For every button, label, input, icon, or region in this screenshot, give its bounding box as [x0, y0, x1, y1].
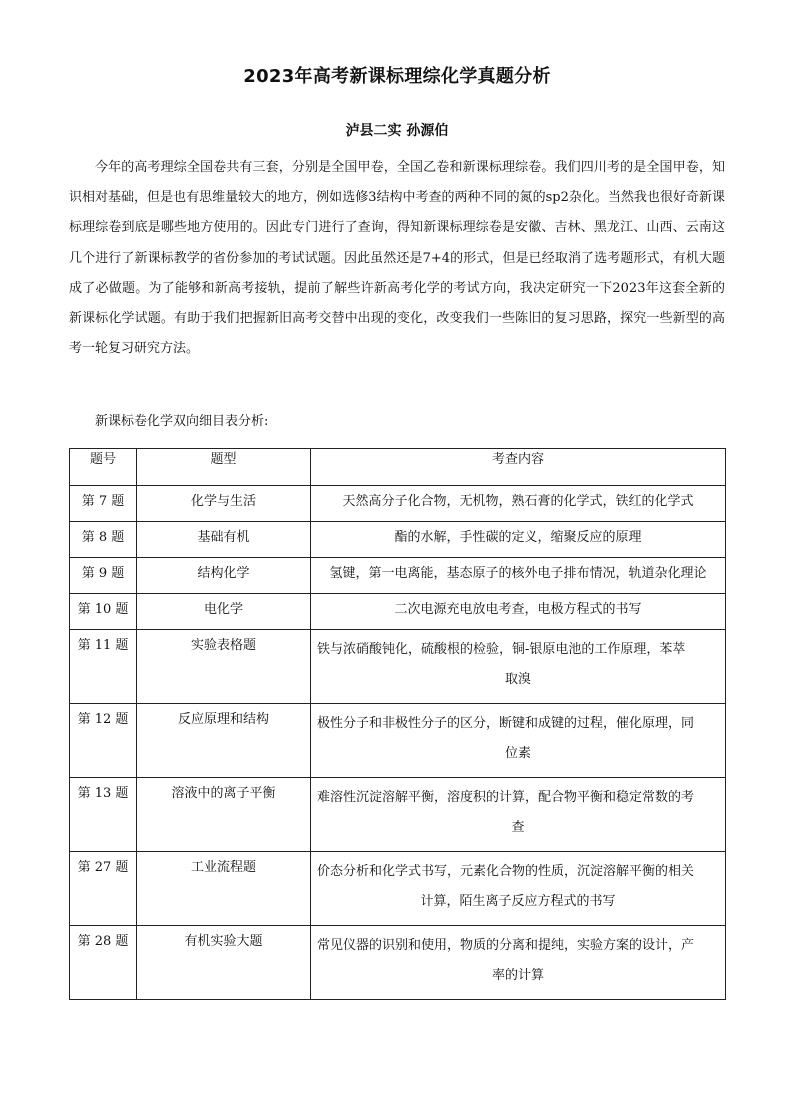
- question-number: 第 13 题: [70, 778, 137, 852]
- exam-content: [311, 926, 726, 1000]
- question-number: 第 27 题: [70, 852, 137, 926]
- exam-content-line1: 常见仪器的识别和使用，物质的分离和提纯，实验方案的设计，产: [317, 938, 695, 953]
- exam-content: 天然高分子化合物，无机物，熟石膏的化学式，铁红的化学式: [311, 486, 726, 522]
- exam-content-line2: 位素: [504, 746, 531, 761]
- exam-content-line2: 率的计算: [491, 968, 544, 983]
- table-row: [70, 594, 726, 630]
- table-row: [70, 522, 726, 558]
- header-question-number: 题号: [70, 449, 137, 486]
- question-type: 溶液中的离子平衡: [137, 778, 311, 852]
- author-line: 泸县二实 孙源伯: [345, 123, 449, 139]
- exam-content: 二次电源充电放电考查，电极方程式的书写: [311, 594, 726, 630]
- exam-content: [311, 704, 726, 778]
- exam-content: [311, 778, 726, 852]
- question-type: 结构化学: [137, 558, 311, 594]
- exam-content-line2: 取溴: [504, 672, 531, 687]
- document-title: 2023年高考新课标理综化学真题分析: [243, 66, 551, 87]
- header-question-type: 题型: [137, 449, 311, 486]
- question-number: 第 8 题: [70, 522, 137, 558]
- table-row: [70, 630, 726, 704]
- question-type: 电化学: [137, 594, 311, 630]
- question-number: 第 11 题: [70, 630, 137, 704]
- exam-content-line1: 极性分子和非极性分子的区分，断键和成键的过程，催化原理，同: [317, 716, 695, 731]
- exam-content-line2: 查: [511, 820, 525, 835]
- table-row: [70, 926, 726, 1000]
- analysis-table: [69, 448, 726, 1000]
- question-type: 反应原理和结构: [137, 704, 311, 778]
- table-caption: 新课标卷化学双向细目表分析:: [95, 414, 269, 429]
- question-type: 工业流程题: [137, 852, 311, 926]
- question-number: 第 10 题: [70, 594, 137, 630]
- table-row: [70, 558, 726, 594]
- exam-content: [311, 852, 726, 926]
- table-row: [70, 778, 726, 852]
- intro-paragraph: 今年的高考理综全国卷共有三套，分别是全国甲卷，全国乙卷和新课标理综卷。我们四川考的是全国甲卷，知识相对基础，但是也有思维量较大的地方，例如选修3结构中考查的两种不同的氮的sp2杂化。当然我也很好奇新课标理综卷到底是哪些地方使用的。因此专门进行了查询，得知新课标理综卷是安徽、吉林、黑龙江、山西、云南这几个进行了新课标教学的省份参加的考试试题。因此虽然还是7+4的形式，但是已经取消了选考题形式，有机大题成了必做题。为了能够和新高考接轨，提前了解些许新高考化学的考试方向，我决定研究一下2023年这套全新的新课标化学试题。有助于我们把握新旧高考交替中出现的变化，改变我们一些陈旧的复习思路，探究一些新型的高考一轮复习研究方法。: [69, 160, 725, 357]
- exam-content-line1: 难溶性沉淀溶解平衡，溶度积的计算，配合物平衡和稳定常数的考: [317, 790, 695, 805]
- question-type: 基础有机: [137, 522, 311, 558]
- exam-content-line1: 铁与浓硝酸钝化，硫酸根的检验，铜-银原电池的工作原理，苯萃: [317, 642, 686, 657]
- question-number: 第 9 题: [70, 558, 137, 594]
- table-row: [70, 704, 726, 778]
- table-row: [70, 852, 726, 926]
- exam-content: 氢键，第一电离能，基态原子的核外电子排布情况，轨道杂化理论: [311, 558, 726, 594]
- table-row: [70, 486, 726, 522]
- question-type: 实验表格题: [137, 630, 311, 704]
- question-number: 第 28 题: [70, 926, 137, 1000]
- header-exam-content: 考查内容: [311, 449, 726, 486]
- exam-content: 酯的水解，手性碳的定义，缩聚反应的原理: [311, 522, 726, 558]
- exam-content-line1: 价态分析和化学式书写，元素化合物的性质，沉淀溶解平衡的相关: [317, 864, 695, 879]
- exam-content-line2: 计算，陌生离子反应方程式的书写: [420, 894, 616, 909]
- question-number: 第 12 题: [70, 704, 137, 778]
- exam-content: [311, 630, 726, 704]
- question-type: 化学与生活: [137, 486, 311, 522]
- table-header-row: [70, 449, 726, 486]
- question-type: 有机实验大题: [137, 926, 311, 1000]
- question-number: 第 7 题: [70, 486, 137, 522]
